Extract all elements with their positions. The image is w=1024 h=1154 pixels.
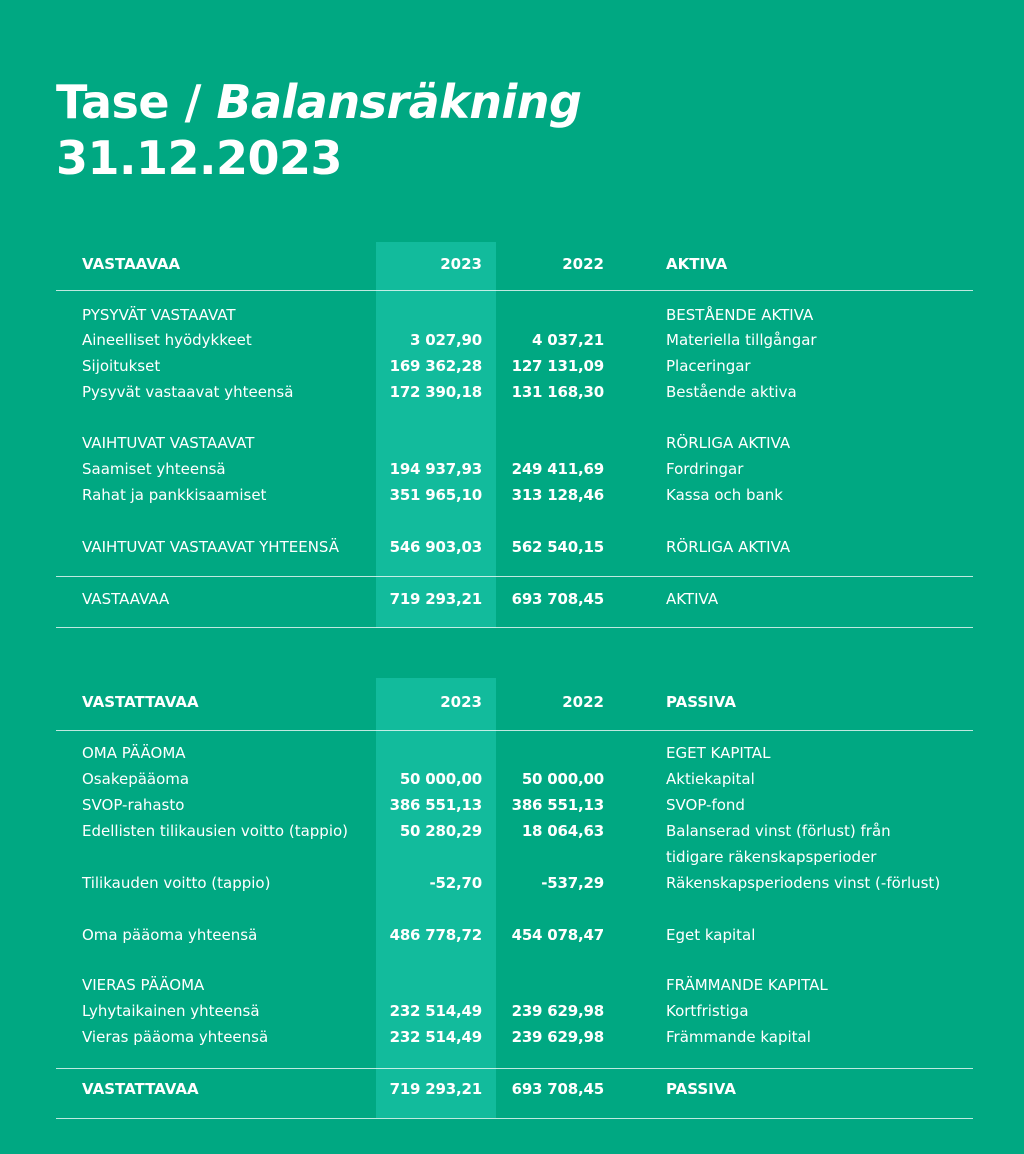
section-row [0,740,1024,766]
title-sv: Balansräkning [216,75,582,129]
row-label-fi: Tilikauden voitto (tappio) [82,874,271,892]
row-label-sv: Kortfristiga [666,1002,749,1020]
row-label-sv: RÖRLIGA AKTIVA [666,538,791,556]
value-2022: 239 629,98 [511,1002,604,1020]
value-2023: 386 551,13 [389,796,482,814]
section-sv: BESTÅENDE AKTIVA [666,306,814,324]
value-2023: 719 293,21 [389,1080,482,1098]
value-2022: 693 708,45 [511,590,604,608]
row-label-fi: Sijoitukset [82,357,161,375]
table-row [0,482,1024,508]
table-row [0,379,1024,405]
assets-header-2022: 2022 [562,255,604,273]
section-row [0,972,1024,998]
value-2023: 546 903,03 [389,538,482,556]
liabilities-header-row [0,689,1024,715]
assets-total-row [0,586,1024,612]
value-2023: 232 514,49 [389,1002,482,1020]
section-fi: VIERAS PÄÄOMA [82,976,205,994]
table-row [0,534,1024,560]
value-2022: 239 629,98 [511,1028,604,1046]
row-label-sv: Kassa och bank [666,486,783,504]
value-2022: 4 037,21 [532,331,604,349]
assets-header-row [0,251,1024,277]
table-row [0,1024,1024,1050]
value-2022: 313 128,46 [511,486,604,504]
liabilities-header-fi: VASTATTAVAA [82,693,199,711]
liabilities-total-row [0,1076,1024,1102]
row-label-fi: Osakepääoma [82,770,190,788]
value-2022: 249 411,69 [511,460,604,478]
liabilities-header-sv: PASSIVA [666,693,736,711]
value-2022: 18 064,63 [521,822,604,840]
row-label-sv: PASSIVA [666,1080,736,1098]
row-label-fi: Oma pääoma yhteensä [82,926,258,944]
value-2023: 169 362,28 [389,357,482,375]
row-label-sv: Placeringar [666,357,751,375]
value-2022: 562 540,15 [511,538,604,556]
table-row [0,870,1024,896]
divider [56,627,973,628]
row-label-fi: Vieras pääoma yhteensä [82,1028,269,1046]
row-label-sv: Balanserad vinst (förlust) från [666,822,891,840]
value-2022: 50 000,00 [521,770,604,788]
title-date: 31.12.2023 [56,131,343,185]
row-label-fi: VASTAAVAA [82,590,170,608]
row-label-sv: SVOP-fond [666,796,745,814]
row-label-fi: Pysyvät vastaavat yhteensä [82,383,294,401]
row-label-fi: VASTATTAVAA [82,1080,199,1098]
value-2022: 127 131,09 [511,357,604,375]
row-label-sv: Aktiekapital [666,770,755,788]
table-row [0,766,1024,792]
table-row [0,818,1024,844]
section-row [0,302,1024,328]
assets-header-sv: AKTIVA [666,255,728,273]
value-2023: 351 965,10 [389,486,482,504]
row-label-sv: Räkenskapsperiodens vinst (-förlust) [666,874,941,892]
row-label-sv: Materiella tillgångar [666,331,817,349]
value-2023: -52,70 [429,874,482,892]
row-label-sv: Främmande kapital [666,1028,811,1046]
value-2023: 172 390,18 [389,383,482,401]
row-label-fi: Rahat ja pankkisaamiset [82,486,267,504]
row-label-fi: Lyhytaikainen yhteensä [82,1002,260,1020]
divider [56,1118,973,1119]
section-fi: OMA PÄÄOMA [82,744,186,762]
value-2022: 386 551,13 [511,796,604,814]
value-2023: 194 937,93 [389,460,482,478]
title-line-1 [56,74,581,130]
value-2023: 3 027,90 [410,331,482,349]
row-label-fi: VAIHTUVAT VASTAAVAT YHTEENSÄ [82,538,339,556]
table-row [0,922,1024,948]
section-sv: EGET KAPITAL [666,744,771,762]
row-label-sv: tidigare räkenskapsperioder [666,848,877,866]
table-row [0,327,1024,353]
row-label-sv: Fordringar [666,460,744,478]
divider [56,730,973,731]
value-2022: 693 708,45 [511,1080,604,1098]
section-sv: FRÄMMANDE KAPITAL [666,976,828,994]
value-2023: 50 280,29 [399,822,482,840]
value-2023: 719 293,21 [389,590,482,608]
table-row [0,998,1024,1024]
table-row [0,353,1024,379]
row-label-fi: Aineelliset hyödykkeet [82,331,252,349]
row-label-sv: Eget kapital [666,926,756,944]
section-fi: VAIHTUVAT VASTAAVAT [82,434,255,452]
title-fi: Tase / [56,75,201,129]
value-2023: 486 778,72 [389,926,482,944]
section-fi: PYSYVÄT VASTAAVAT [82,306,236,324]
value-2023: 232 514,49 [389,1028,482,1046]
page-title [56,74,581,186]
value-2023: 50 000,00 [399,770,482,788]
divider [56,1068,973,1069]
section-sv: RÖRLIGA AKTIVA [666,434,791,452]
table-row [0,456,1024,482]
liabilities-header-2022: 2022 [562,693,604,711]
row-label-sv: Bestående aktiva [666,383,797,401]
row-label-sv: AKTIVA [666,590,719,608]
row-label-fi: SVOP-rahasto [82,796,185,814]
table-row [0,792,1024,818]
divider [56,576,973,577]
table-row-continuation [0,844,1024,870]
value-2022: 131 168,30 [511,383,604,401]
row-label-fi: Saamiset yhteensä [82,460,226,478]
value-2022: 454 078,47 [511,926,604,944]
assets-header-2023: 2023 [440,255,482,273]
section-row [0,430,1024,456]
assets-header-fi: VASTAAVAA [82,255,181,273]
divider [56,290,973,291]
liabilities-header-2023: 2023 [440,693,482,711]
value-2022: -537,29 [541,874,604,892]
row-label-fi: Edellisten tilikausien voitto (tappio) [82,822,349,840]
